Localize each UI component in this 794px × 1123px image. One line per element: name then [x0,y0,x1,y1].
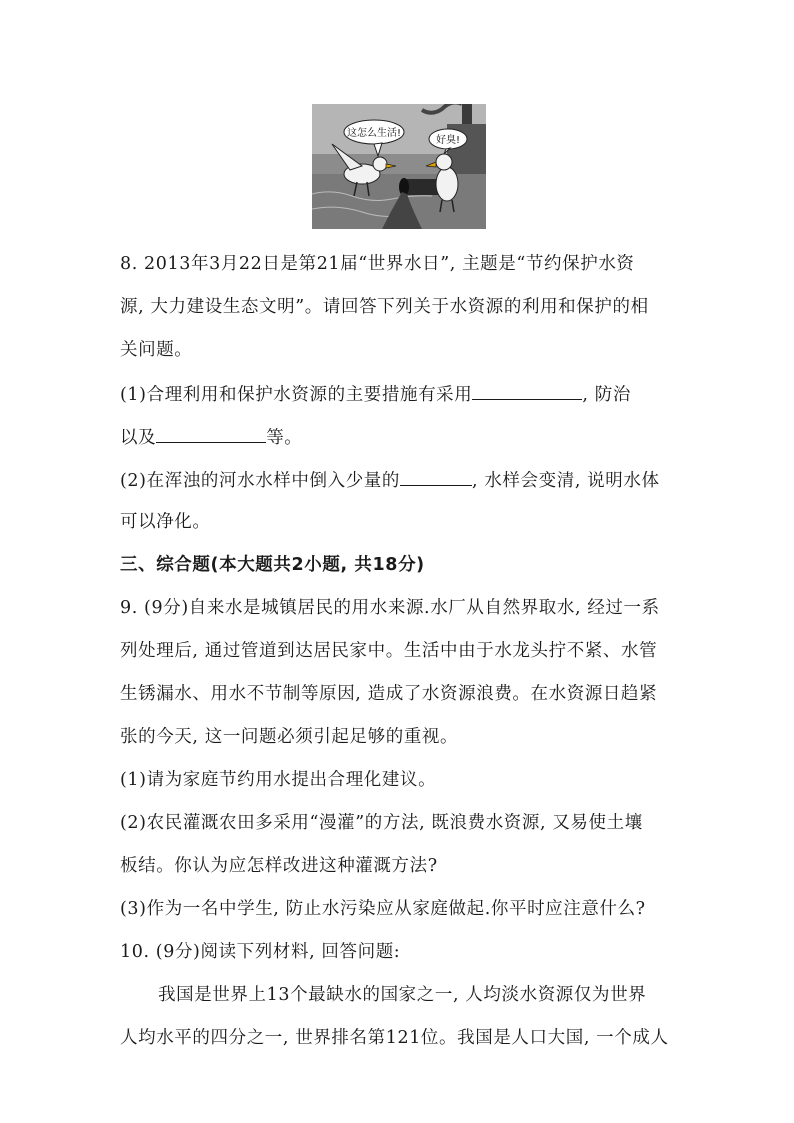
q10-line-1: 10. (9分)阅读下列材料, 回答问题: [120,942,401,962]
q8-sub2-line-2: 可以净化。 [120,512,211,532]
q8-line-1: 8. 2013年3月22日是第21届“世界水日”, 主题是“节约保护水资 [120,254,635,274]
pollution-cartoon-figure [312,104,486,229]
q8-sub1-line-1 [120,381,631,407]
q9-line-4: 张的今天, 这一问题必须引起足够的重视。 [120,727,459,747]
section-3-heading: 三、综合题(本大题共2小题, 共18分) [120,555,425,575]
q8-sub1-middle: , 防治 [582,385,631,405]
q8-sub1-prefix: (1)合理利用和保护水资源的主要措施有采用 [120,385,473,405]
q10-paragraph-line-2: 人均水平的四分之一, 世界排名第121位。我国是人口大国, 一个成人 [120,1028,669,1048]
q8-sub1-line-2 [120,424,302,450]
q8-line-2: 源, 大力建设生态文明”。请回答下列关于水资源的利用和保护的相 [120,297,649,317]
speech-bubble-right-text: 好臭! [435,135,461,146]
q8-sub1-answer-blank-1[interactable] [472,381,582,400]
q9-sub1: (1)请为家庭节约用水提出合理化建议。 [120,770,437,790]
q8-sub1-yiji: 以及 [120,428,157,448]
q9-sub2-line-1: (2)农民灌溉农田多采用“漫灌”的方法, 既浪费水资源, 又易使土壤 [120,813,643,833]
q9-sub2-line-2: 板结。你认为应怎样改进这种灌溉方法? [120,856,438,876]
cartoon-illustration [312,104,486,229]
q8-line-3: 关问题。 [120,340,193,360]
q9-line-2: 列处理后, 通过管道到达居民家中。生活中由于水龙头拧不紧、水管 [120,641,658,661]
q8-sub1-answer-blank-2[interactable] [156,424,266,443]
speech-bubble-left-text: 这怎么生活! [346,128,402,139]
q8-sub2-line-1 [120,467,660,493]
q8-sub1-suffix: 等。 [266,428,303,448]
q8-sub2-suffix: , 水样会变清, 说明水体 [472,471,660,491]
q9-line-3: 生锈漏水、用水不节制等原因, 造成了水资源浪费。在水资源日趋紧 [120,684,658,704]
q8-sub2-prefix: (2)在浑浊的河水水样中倒入少量的 [120,471,400,491]
q10-paragraph-line-1: 我国是世界上13个最缺水的国家之一, 人均淡水资源仅为世界 [158,985,647,1005]
q8-sub2-answer-blank[interactable] [400,467,472,486]
q9-line-1: 9. (9分)自来水是城镇居民的用水来源.水厂从自然界取水, 经过一系 [120,598,660,618]
q9-sub3: (3)作为一名中学生, 防止水污染应从家庭做起.你平时应注意什么? [120,899,646,919]
